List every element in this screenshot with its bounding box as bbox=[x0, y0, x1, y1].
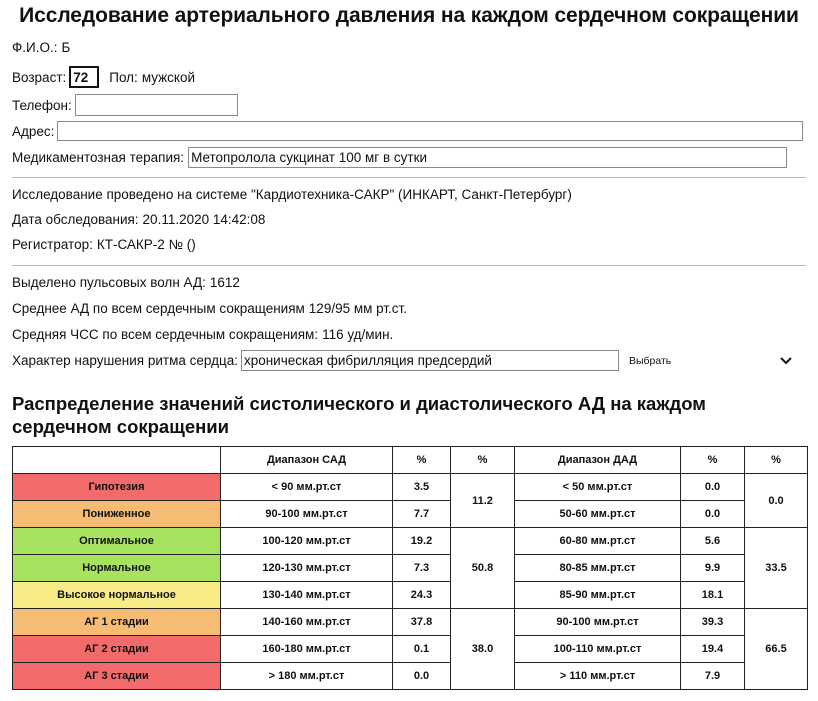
distribution-heading: Распределение значений систолического и диастолического АД на каждом сердечном сокращении bbox=[12, 393, 706, 437]
phone-label: Телефон: bbox=[12, 97, 72, 113]
header-dad-pct: % bbox=[681, 447, 745, 474]
table-row bbox=[13, 528, 808, 555]
mean-bp-row bbox=[12, 301, 407, 316]
category-cell: Пониженное bbox=[13, 501, 221, 528]
table-row bbox=[13, 609, 808, 636]
table-header-row bbox=[13, 447, 808, 474]
sad-range-cell: 120-130 мм.рт.ст bbox=[221, 555, 393, 582]
mean-hr-row bbox=[12, 327, 393, 342]
fio-row bbox=[12, 40, 70, 55]
sad-range-cell: 130-140 мм.рт.ст bbox=[221, 582, 393, 609]
category-cell: АГ 3 стадии bbox=[13, 663, 221, 690]
fio-value: Б bbox=[61, 40, 71, 55]
table-row bbox=[13, 474, 808, 501]
sad-range-cell: < 90 мм.рт.ст bbox=[221, 474, 393, 501]
category-cell: Высокое нормальное bbox=[13, 582, 221, 609]
rhythm-input[interactable]: хроническая фибрилляция предсердий bbox=[241, 350, 619, 371]
waves-value: 1612 bbox=[209, 275, 240, 290]
mean-hr-value: 116 уд/мин. bbox=[322, 327, 394, 342]
table-row bbox=[13, 663, 808, 690]
dad-range-cell: 60-80 мм.рт.ст bbox=[515, 528, 681, 555]
recorder-row bbox=[12, 237, 196, 252]
address-row bbox=[12, 121, 803, 141]
category-cell: Гипотезия bbox=[13, 474, 221, 501]
waves-row bbox=[12, 275, 240, 290]
sad-pct-cell: 7.3 bbox=[393, 555, 451, 582]
mean-hr-label: Средняя ЧСС по всем сердечным сокращениям: bbox=[12, 327, 319, 342]
divider bbox=[12, 265, 806, 266]
header-sad-group-pct: % bbox=[451, 447, 515, 474]
page-title: Исследование артериального давления на каждом сердечном сокращении bbox=[19, 4, 799, 27]
waves-label: Выделено пульсовых волн АД: bbox=[12, 275, 206, 290]
mean-bp-value: 129/95 мм рт.ст. bbox=[308, 301, 407, 316]
dad-pct-cell: 0.0 bbox=[681, 474, 745, 501]
dad-group-pct-cell: 0.0 bbox=[745, 474, 808, 528]
sad-pct-cell: 24.3 bbox=[393, 582, 451, 609]
table-row bbox=[13, 501, 808, 528]
sad-pct-cell: 19.2 bbox=[393, 528, 451, 555]
sad-range-cell: > 180 мм.рт.ст bbox=[221, 663, 393, 690]
sex-value: мужской bbox=[141, 69, 196, 85]
category-cell: АГ 1 стадии bbox=[13, 609, 221, 636]
age-sex-row bbox=[12, 66, 195, 88]
dad-range-cell: 80-85 мм.рт.ст bbox=[515, 555, 681, 582]
sad-range-cell: 100-120 мм.рт.ст bbox=[221, 528, 393, 555]
sad-group-pct-cell: 50.8 bbox=[451, 528, 515, 609]
therapy-row bbox=[12, 147, 787, 168]
sad-pct-cell: 0.0 bbox=[393, 663, 451, 690]
mean-bp-label: Среднее АД по всем сердечным сокращениям bbox=[12, 301, 305, 316]
date-row bbox=[12, 212, 265, 227]
fio-label: Ф.И.О.: bbox=[12, 40, 58, 55]
age-label: Возраст: bbox=[12, 69, 67, 85]
header-dad-range: Диапазон ДАД bbox=[515, 447, 681, 474]
phone-row bbox=[12, 94, 238, 116]
distribution-table bbox=[12, 446, 808, 690]
category-cell: Нормальное bbox=[13, 555, 221, 582]
category-cell: Оптимальное bbox=[13, 528, 221, 555]
dad-range-cell: > 110 мм.рт.ст bbox=[515, 663, 681, 690]
category-cell: АГ 2 стадии bbox=[13, 636, 221, 663]
dad-pct-cell: 19.4 bbox=[681, 636, 745, 663]
recorder-label: Регистратор: bbox=[12, 237, 93, 252]
header-sad-pct: % bbox=[393, 447, 451, 474]
rhythm-select[interactable]: Выбрать bbox=[628, 354, 672, 367]
table-row bbox=[13, 582, 808, 609]
rhythm-label: Характер нарушения ритма сердца: bbox=[12, 353, 238, 368]
dad-group-pct-cell: 66.5 bbox=[745, 609, 808, 690]
phone-input[interactable] bbox=[75, 94, 238, 116]
therapy-label: Медикаментозная терапия: bbox=[12, 150, 185, 165]
dad-range-cell: 85-90 мм.рт.ст bbox=[515, 582, 681, 609]
sex-label: Пол: bbox=[109, 69, 138, 85]
therapy-input[interactable]: Метопролола сукцинат 100 мг в сутки bbox=[188, 147, 787, 168]
dad-group-pct-cell: 33.5 bbox=[745, 528, 808, 609]
sad-pct-cell: 7.7 bbox=[393, 501, 451, 528]
system-text: Исследование проведено на системе "Кардиотехника-САКР" (ИНКАРТ, Санкт-Петербург) bbox=[12, 187, 572, 202]
dad-range-cell: 50-60 мм.рт.ст bbox=[515, 501, 681, 528]
sad-pct-cell: 37.8 bbox=[393, 609, 451, 636]
header-category bbox=[13, 447, 221, 474]
sad-range-cell: 90-100 мм.рт.ст bbox=[221, 501, 393, 528]
rhythm-row bbox=[12, 350, 806, 371]
dad-pct-cell: 5.6 bbox=[681, 528, 745, 555]
system-row bbox=[12, 187, 572, 202]
header-dad-group-pct: % bbox=[745, 447, 808, 474]
dad-pct-cell: 39.3 bbox=[681, 609, 745, 636]
date-label: Дата обследования: bbox=[12, 212, 139, 227]
dad-range-cell: < 50 мм.рт.ст bbox=[515, 474, 681, 501]
dad-range-cell: 100-110 мм.рт.ст bbox=[515, 636, 681, 663]
dad-pct-cell: 7.9 bbox=[681, 663, 745, 690]
sad-pct-cell: 3.5 bbox=[393, 474, 451, 501]
sad-group-pct-cell: 11.2 bbox=[451, 474, 515, 528]
dad-pct-cell: 0.0 bbox=[681, 501, 745, 528]
header-sad-range: Диапазон САД bbox=[221, 447, 393, 474]
sad-range-cell: 140-160 мм.рт.ст bbox=[221, 609, 393, 636]
address-label: Адрес: bbox=[12, 123, 55, 139]
age-input[interactable]: 72 bbox=[69, 66, 99, 88]
table-row bbox=[13, 636, 808, 663]
sad-range-cell: 160-180 мм.рт.ст bbox=[221, 636, 393, 663]
sad-pct-cell: 0.1 bbox=[393, 636, 451, 663]
recorder-value: КТ-САКР-2 № () bbox=[96, 237, 196, 252]
dad-range-cell: 90-100 мм.рт.ст bbox=[515, 609, 681, 636]
sad-group-pct-cell: 38.0 bbox=[451, 609, 515, 690]
chevron-down-icon[interactable] bbox=[780, 357, 792, 365]
date-value: 20.11.2020 14:42:08 bbox=[142, 212, 266, 227]
address-input[interactable] bbox=[57, 121, 803, 141]
table-row bbox=[13, 555, 808, 582]
divider bbox=[12, 177, 806, 178]
dad-pct-cell: 18.1 bbox=[681, 582, 745, 609]
dad-pct-cell: 9.9 bbox=[681, 555, 745, 582]
